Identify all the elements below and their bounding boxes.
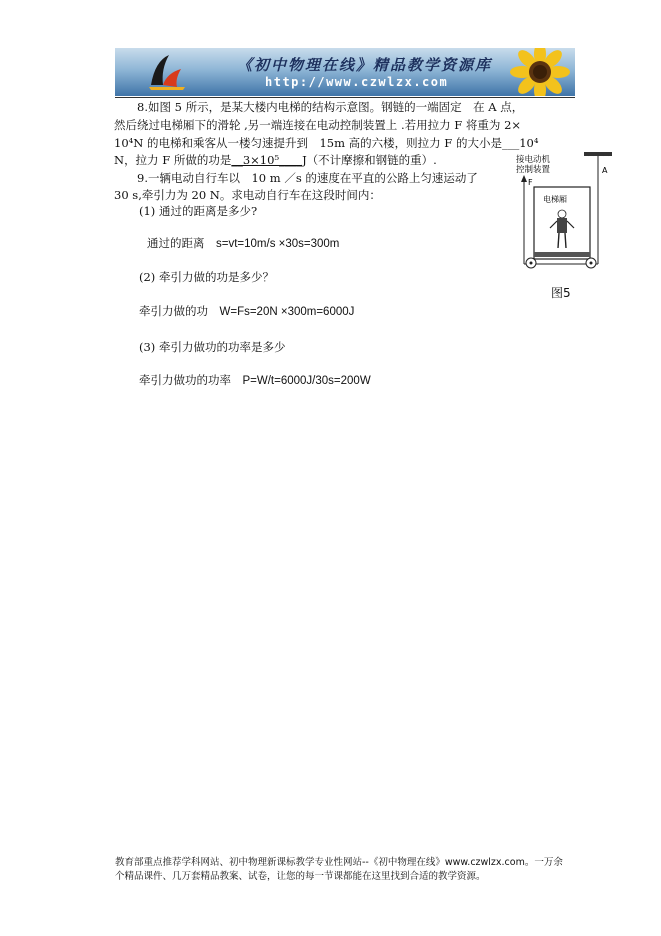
problem8-answer-blank: __3×10⁵____ <box>231 153 303 167</box>
problem8-line3: 10⁴N 的电梯和乘客从一楼匀速提升到 15m 高的六楼，则拉力 F 的大小是___10⁴ <box>114 136 539 150</box>
car-floor <box>534 252 590 257</box>
footer-line1: 教育部重点推荐学科网站、初中物理新课标教学专业性网站--《初中物理在线》www.czwlzx.com。一万余 <box>115 857 563 868</box>
passenger-icon <box>550 210 574 248</box>
point-a-label: A <box>602 166 608 175</box>
problem8-line2: 然后绕过电梯厢下的滑轮 ,另一端连接在电动控制装置上 .若用拉力 F 将重为 2× <box>114 118 522 132</box>
problem9-line2: 30 s,牵引力为 20 N。求电动自行车在这段时间内： <box>114 188 381 202</box>
device-label-1: 接电动机 <box>516 155 551 165</box>
problem9-answer1: 通过的距离 s=vt=10m/s ×30s=300m <box>147 238 340 250</box>
footer-line2: 个精品课件、几万套精品教案、试卷，让您的每一节课都能在这里找到合适的教学资源。 <box>115 871 486 882</box>
problem9-answer2: 牵引力做的功 W=Fs=20N ×300m=6000J <box>139 306 355 318</box>
force-arrow-icon <box>521 175 527 182</box>
problem9-question1: (1) 通过的距离是多少? <box>139 204 258 218</box>
sunflower-icon <box>505 48 575 96</box>
car-label: 电梯厢 <box>543 195 567 204</box>
device-label-2: 控制装置 <box>516 165 551 175</box>
header-rule <box>115 97 575 98</box>
pulley-left-axle <box>530 262 533 265</box>
problem9-line1: 9.一辆电动自行车以 10 m ／s 的速度在平直的公路上匀速运动了 <box>137 171 478 185</box>
problem8-line4-pre: N，拉力 F 所做的功是 <box>114 153 232 167</box>
elevator-diagram <box>512 152 614 292</box>
problem8-line1: 8.如图 5 所示，是某大楼内电梯的结构示意图。钢链的一端固定 在 A 点， <box>137 100 524 114</box>
problem9-answer3: 牵引力做功的功率 P=W/t=6000J/30s=200W <box>139 375 371 387</box>
problem9-question3: (3) 牵引力做功的功率是多少 <box>139 340 286 354</box>
banner-title: 《初中物理在线》精品教学资源库 <box>237 56 493 74</box>
problem9-question2: (2) 牵引力做的功是多少？ <box>139 270 274 284</box>
problem8-line4 <box>114 153 437 168</box>
header-banner <box>115 48 575 96</box>
logo-icon <box>145 51 189 93</box>
banner-url: http://www.czwlzx.com <box>265 75 449 89</box>
pulley-right-axle <box>590 262 593 265</box>
figure-caption: 图5 <box>551 286 571 300</box>
force-f-label: F <box>528 178 533 187</box>
problem8-line4-post: J（不计摩擦和钢链的重）. <box>302 153 437 167</box>
